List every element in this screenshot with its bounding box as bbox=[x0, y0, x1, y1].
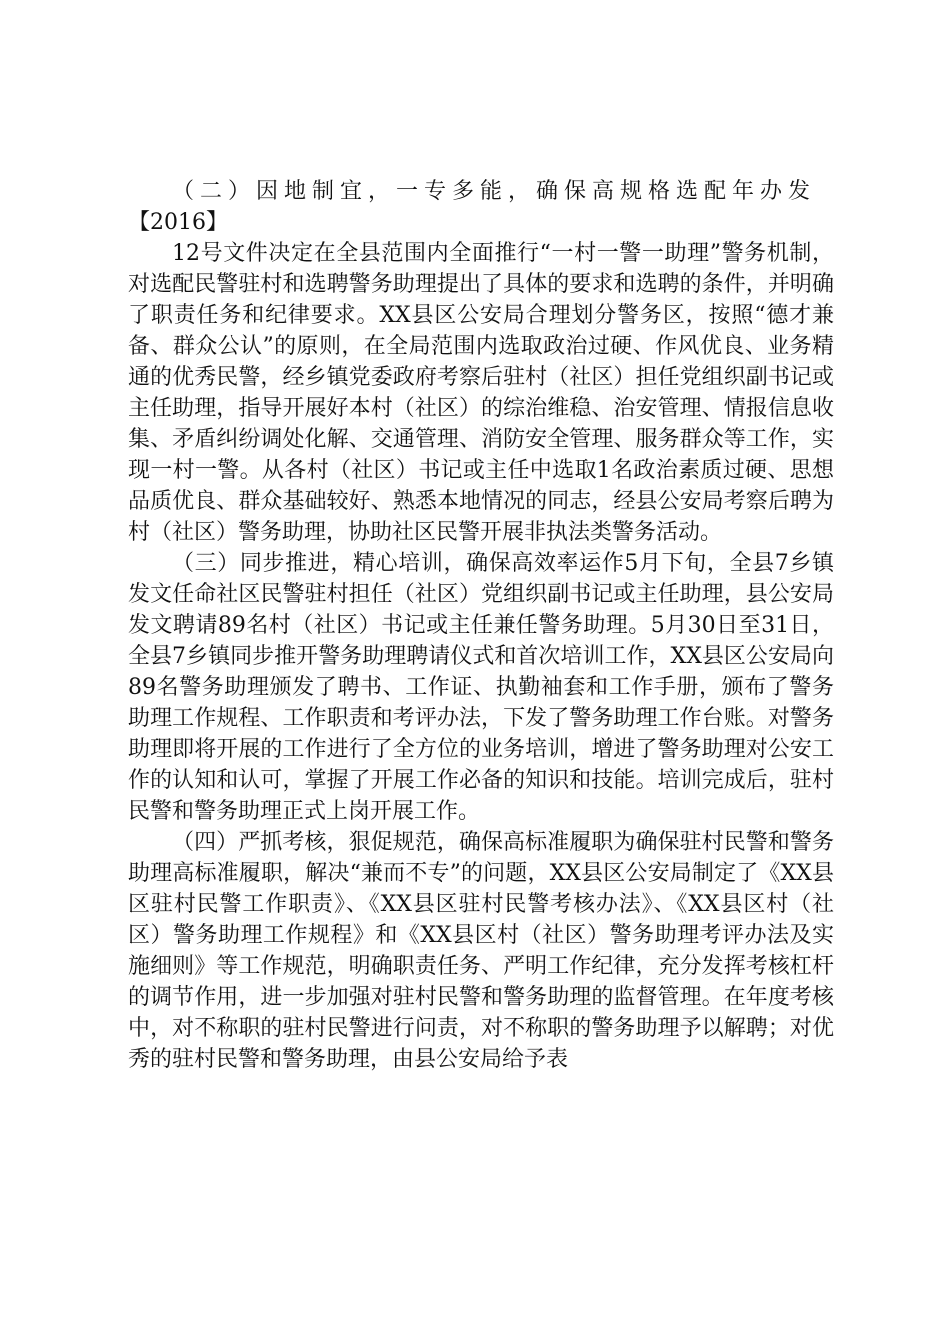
document-number-bracket: 【2016】 bbox=[128, 210, 228, 235]
document-body bbox=[128, 176, 834, 1075]
section-heading-2: （二）因地制宜，一专多能，确保高规格选配年办发 bbox=[172, 179, 817, 204]
section-paragraph-3: （三）同步推进，精心培训，确保高效率运作5月下旬，全县7乡镇发文任命社区民警驻村担任（社区）党组织副书记或主任助理，县公安局发文聘请89名村（社区）书记或主任兼任警务助理。5月30日至31日，全县7乡镇同步推开警务助理聘请仪式和首次培训工作，XX县区公安局向89名警务助理颁发了聘书、工作证、执勤袖套和工作手册，颁布了警务助理工作规程、工作职责和考评办法，下发了警务助理工作台账。对警务助理即将开展的工作进行了全方位的业务培训，增进了警务助理对公安工作的认知和认可，掌握了开展工作必备的知识和技能。培训完成后，驻村民警和警务助理正式上岗开展工作。 bbox=[128, 551, 834, 824]
section-paragraph-4: （四）严抓考核，狠促规范，确保高标准履职为确保驻村民警和警务助理高标准履职，解决“兼而不专”的问题，XX县区公安局制定了《XX县区驻村民警工作职责》、《XX县区驻村民警考核办法》、《XX县区村（社区）警务助理工作规程》和《XX县区村（社区）警务助理考评办法及实施细则》等工作规范，明确职责任务、严明工作纪律，充分发挥考核杠杆的调节作用，进一步加强对驻村民警和警务助理的监督管理。在年度考核中，对不称职的驻村民警进行问责，对不称职的警务助理予以解聘；对优秀的驻村民警和警务助理，由县公安局给予表 bbox=[128, 830, 834, 1072]
paragraph-mechanism: 12号文件决定在全县范围内全面推行“一村一警一助理”警务机制，对选配民警驻村和选聘警务助理提出了具体的要求和选聘的条件，并明确了职责任务和纪律要求。XX县区公安局合理划分警务区，按照“德才兼备、群众公认”的原则，在全局范围内选取政治过硬、作风优良、业务精通的优秀民警，经乡镇党委政府考察后驻村（社区）担任党组织副书记或主任助理，指导开展好本村（社区）的综治维稳、治安管理、情报信息收集、矛盾纠纷调处化解、交通管理、消防安全管理、服务群众等工作，实现一村一警。从各村（社区）书记或主任中选取1名政治素质过硬、思想品质优良、群众基础较好、熟悉本地情况的同志，经县公安局考察后聘为村（社区）警务助理，协助社区民警开展非执法类警务活动。 bbox=[128, 241, 834, 545]
